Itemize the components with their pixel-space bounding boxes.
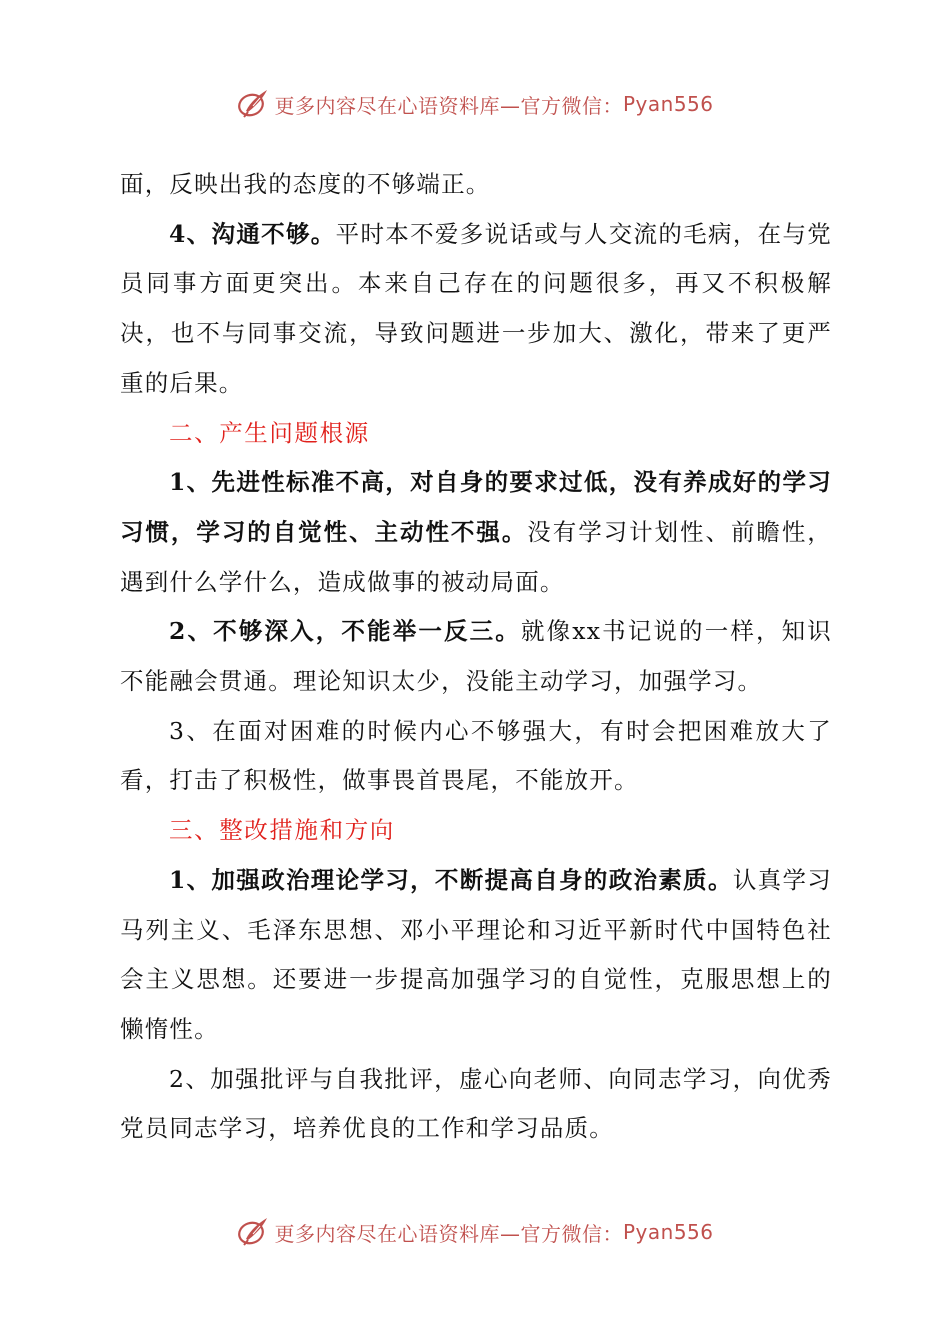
paragraph-lead-bold: 1、先进性标准不高，对自身的要求过低，没有养成好的学习习惯，学习的自觉性、主动性不强。 bbox=[120, 468, 832, 546]
section-heading-root-causes: 二、产生问题根源 bbox=[169, 418, 370, 447]
paragraph-communication bbox=[120, 210, 832, 409]
paragraph-lead-bold: 1、加强政治理论学习，不断提高自身的政治素质。 bbox=[169, 865, 733, 894]
quill-pen-logo-icon bbox=[236, 1215, 270, 1249]
paragraph-cause-2 bbox=[120, 607, 832, 706]
paragraph-cause-1 bbox=[120, 458, 832, 607]
header-watermark bbox=[0, 84, 950, 124]
paragraph-continuation: 面，反映出我的态度的不够端正。 bbox=[120, 170, 491, 198]
paragraph-text: 认真学习马列主义、毛泽东思想、邓小平理论和习近平新时代中国特色社会主义思想。还要进一步提高加强学习的自觉性，克服思想上的懒惰性。 bbox=[120, 865, 832, 1043]
paragraph-cause-3: 3、在面对困难的时候内心不够强大，有时会把困难放大了看，打击了积极性，做事畏首畏尾，不能放开。 bbox=[120, 716, 832, 795]
paragraph-measure-2: 2、加强批评与自我批评，虚心向老师、向同志学习，向优秀党员同志学习，培养优良的工作和学习品质。 bbox=[120, 1064, 832, 1143]
section-heading-measures: 三、整改措施和方向 bbox=[169, 816, 395, 845]
watermark-account: Pyan556 bbox=[622, 92, 714, 116]
watermark-text: 更多内容尽在心语资料库—官方微信： bbox=[274, 1221, 623, 1246]
paragraph-measure-1 bbox=[120, 856, 832, 1055]
watermark-text: 更多内容尽在心语资料库—官方微信： bbox=[274, 93, 623, 118]
document-body bbox=[120, 160, 832, 1154]
paragraph-lead-bold: 2、不够深入，不能举一反三。 bbox=[169, 617, 521, 646]
paragraph-text: 就像xx书记说的一样，知识不能融会贯通。理论知识太少，没能主动学习，加强学习。 bbox=[120, 617, 833, 696]
paragraph-text: 平时本不爱多说话或与人交流的毛病，在与党员同事方面更突出。本来自己存在的问题很多，再又不积极解决，也不与同事交流，导致问题进一步加大、激化，带来了更严重的后果。 bbox=[120, 219, 832, 397]
watermark-account: Pyan556 bbox=[622, 1220, 714, 1244]
quill-pen-logo-icon bbox=[236, 87, 270, 121]
paragraph-lead-bold: 4、沟通不够。 bbox=[169, 219, 336, 248]
paragraph-text: 没有学习计划性、前瞻性，遇到什么学什么，造成做事的被动局面。 bbox=[120, 517, 833, 596]
footer-watermark bbox=[0, 1212, 950, 1252]
